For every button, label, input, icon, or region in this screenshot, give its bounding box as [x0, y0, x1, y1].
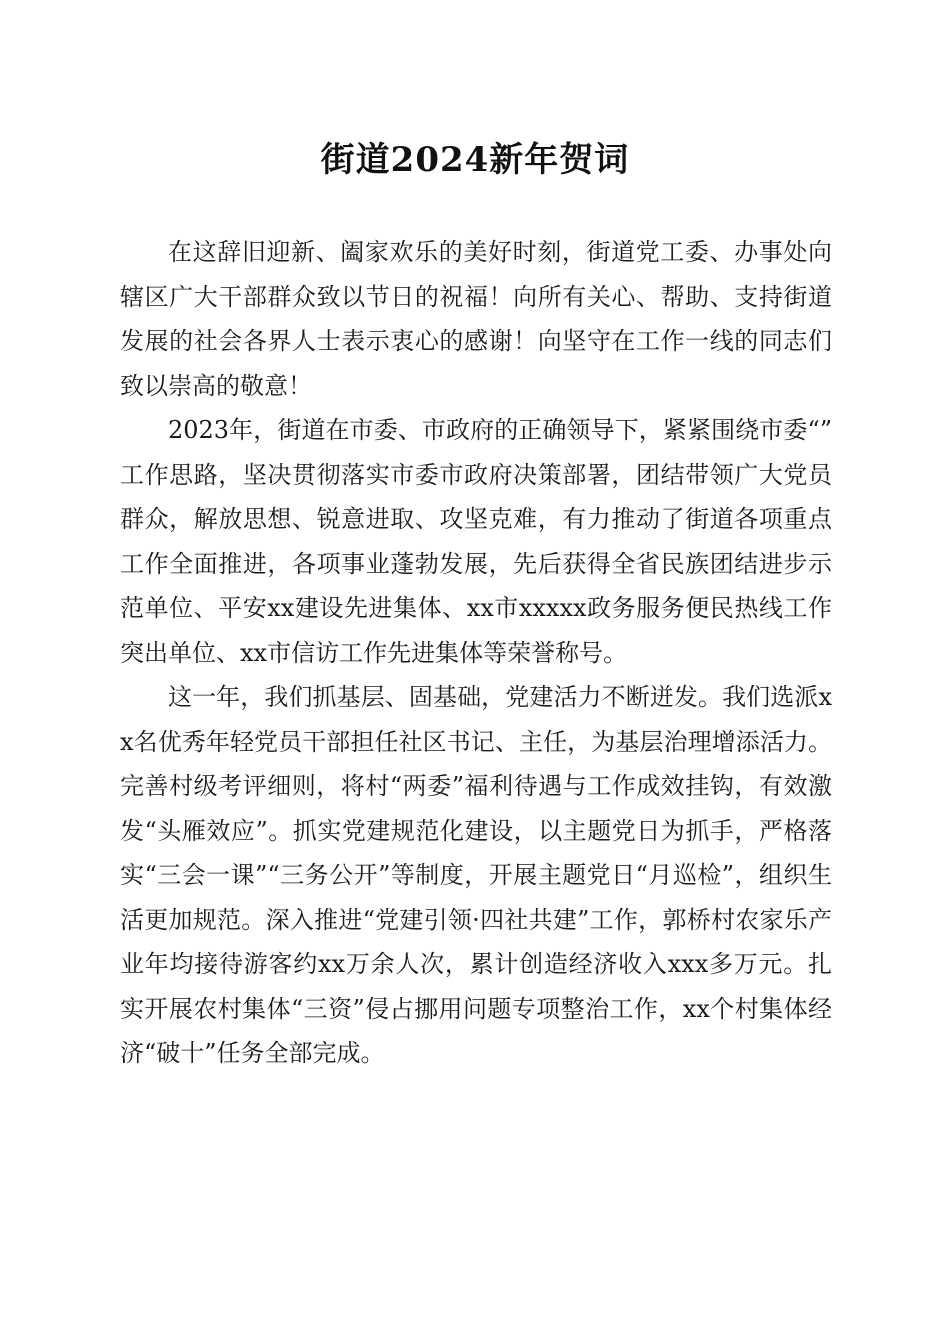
paragraph-party-building: 这一年，我们抓基层、固基础，党建活力不断迸发。我们选派xx名优秀年轻党员干部担任社区书记、主任，为基层治理增添活力。完善村级考评细则，将村“两委”福利待遇与工作成效挂钩，有效激发“头雁效应”。抓实党建规范化建设，以主题党日为抓手，严格落实“三会一课”“三务公开”等制度，开展主题党日“月巡检”，组织生活更加规范。深入推进“党建引领·四社共建”工作，郭桥村农家乐产业年均接待游客约xx万余人次，累计创造经济收入xxx多万元。扎实开展农村集体“三资”侵占挪用问题专项整治工作，xx个村集体经济“破十”任务全部完成。 — [120, 683, 832, 1067]
paragraph-greeting: 在这辞旧迎新、阖家欢乐的美好时刻，街道党工委、办事处向辖区广大干部群众致以节日的祝福！向所有关心、帮助、支持街道发展的社会各界人士表示衷心的感谢！向坚守在工作一线的同志们致以崇高的敬意！ — [120, 238, 832, 400]
document-body — [120, 230, 832, 1076]
document-title: 街道2024新年贺词 — [320, 140, 630, 180]
paragraph-2023-summary: 2023年，街道在市委、市政府的正确领导下，紧紧围绕市委“”工作思路，坚决贯彻落实市委市政府决策部署，团结带领广大党员群众，解放思想、锐意进取、攻坚克难，有力推动了街道各项重点工作全面推进，各项事业蓬勃发展，先后获得全省民族团结进步示范单位、平安xx建设先进集体、xx市xxxxx政务服务便民热线工作突出单位、xx市信访工作先进集体等荣誉称号。 — [120, 416, 832, 667]
